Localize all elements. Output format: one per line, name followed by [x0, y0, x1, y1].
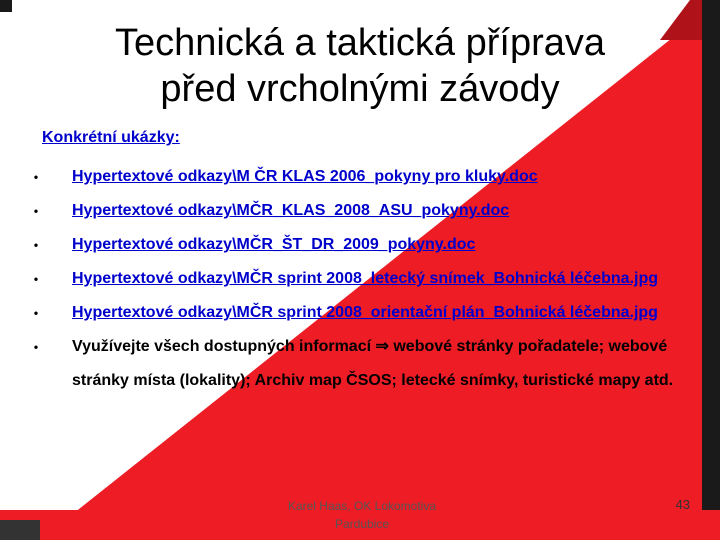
- list-item: [30, 330, 700, 398]
- list-item: [30, 228, 700, 262]
- list-item: [30, 194, 700, 228]
- slide-title-line2: před vrcholnými závody: [160, 68, 560, 110]
- footer-author-line2: Pardubice: [334, 517, 390, 531]
- list-item: [30, 296, 700, 330]
- footer-author-line1: Karel Haas, OK Lokomotiva: [287, 499, 437, 513]
- list-item: [30, 262, 700, 296]
- bullet-icon: •: [33, 204, 39, 218]
- section-link[interactable]: Konkrétní ukázky:: [42, 129, 180, 146]
- hyperlink-mcr-st-dr-2009[interactable]: Hypertextové odkazy\MČR_ŠT_DR_2009_pokyny.doc: [72, 236, 476, 253]
- list-item: [30, 160, 700, 194]
- slide-title: [20, 20, 700, 112]
- page-number: 43: [675, 497, 690, 512]
- hyperlink-mcr-klas-2008[interactable]: Hypertextové odkazy\MČR_KLAS_2008_ASU_pokyny.doc: [72, 202, 510, 219]
- bullet-list: [30, 160, 700, 398]
- bullet-icon: •: [33, 306, 39, 320]
- hyperlink-sprint-2008-orientacni-plan[interactable]: Hypertextové odkazy\MČR sprint 2008_orientační plán_Bohnická léčebna.jpg: [72, 304, 658, 321]
- hyperlink-sprint-2008-letecky-snimek[interactable]: Hypertextové odkazy\MČR sprint 2008_letecký snímek_Bohnická léčebna.jpg: [72, 270, 659, 287]
- bullet-icon: •: [33, 170, 39, 184]
- info-sources-text: Využívejte všech dostupných informací ⇒ webové stránky pořadatele; webové stránky místa (lokality); Archiv map ČSOS; letecké snímky, turistické mapy atd.: [72, 338, 674, 389]
- slide-title-line1: Technická a taktická příprava: [114, 22, 605, 64]
- footer-author: [262, 497, 462, 533]
- hyperlink-mcr-klas-2006[interactable]: Hypertextové odkazy\M ČR KLAS 2006_pokyny pro kluky.doc: [72, 168, 538, 185]
- bullet-icon: •: [33, 238, 39, 252]
- bullet-icon: •: [33, 272, 39, 286]
- bullet-icon: •: [33, 340, 39, 354]
